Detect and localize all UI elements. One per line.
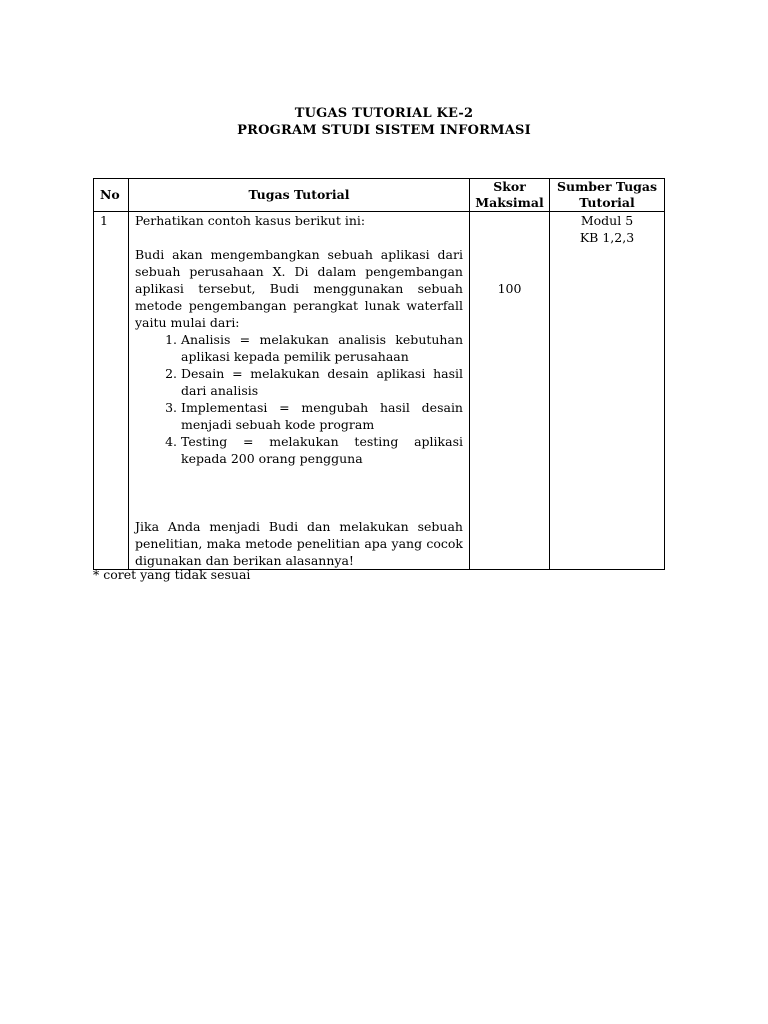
skor-cell bbox=[470, 212, 550, 570]
document-subtitle: PROGRAM STUDI SISTEM INFORMASI bbox=[237, 123, 531, 138]
table-header-row bbox=[94, 179, 665, 212]
source-module: Modul 5 bbox=[580, 213, 634, 228]
question-text: Jika Anda menjadi Budi dan melakukan sebuah penelitian, maka metode penelitian apa yang cocok digunakan dan berikan alasannya! bbox=[135, 519, 463, 568]
row-number: 1 bbox=[94, 212, 129, 570]
header-source: Sumber Tugas Tutorial bbox=[550, 179, 665, 212]
footnote: * coret yang tidak sesuai bbox=[93, 567, 251, 582]
task-intro: Perhatikan contoh kasus berikut ini: bbox=[135, 213, 366, 228]
case-description: Budi akan mengembangkan sebuah aplikasi dari sebuah perusahaan X. Di dalam pengembangan aplikasi tersebut, Budi menggunakan sebuah metode pengembangan perangkat lunak waterfall yaitu mulai dari: bbox=[135, 247, 463, 330]
header-task: Tugas Tutorial bbox=[129, 179, 470, 212]
list-item: 2. Desain = melakukan desain aplikasi hasil dari analisis bbox=[181, 365, 463, 399]
skor-value: 100 bbox=[497, 281, 522, 296]
task-cell bbox=[129, 212, 470, 570]
source-kb: KB 1,2,3 bbox=[579, 230, 635, 245]
list-item: 1. Analisis = melakukan analisis kebutuhan aplikasi kepada pemilik perusahaan bbox=[181, 331, 463, 365]
table-row bbox=[94, 212, 665, 570]
header-no: No bbox=[94, 179, 129, 212]
header-skor: Skor Maksimal bbox=[470, 179, 550, 212]
document-title: TUGAS TUTORIAL KE-2 bbox=[294, 106, 474, 121]
list-item: 4. Testing = melakukan testing aplikasi kepada 200 orang pengguna bbox=[181, 433, 463, 467]
source-cell bbox=[550, 212, 665, 570]
tutorial-table bbox=[93, 178, 665, 570]
list-item: 3. Implementasi = mengubah hasil desain menjadi sebuah kode program bbox=[181, 399, 463, 433]
steps-list bbox=[135, 331, 463, 467]
